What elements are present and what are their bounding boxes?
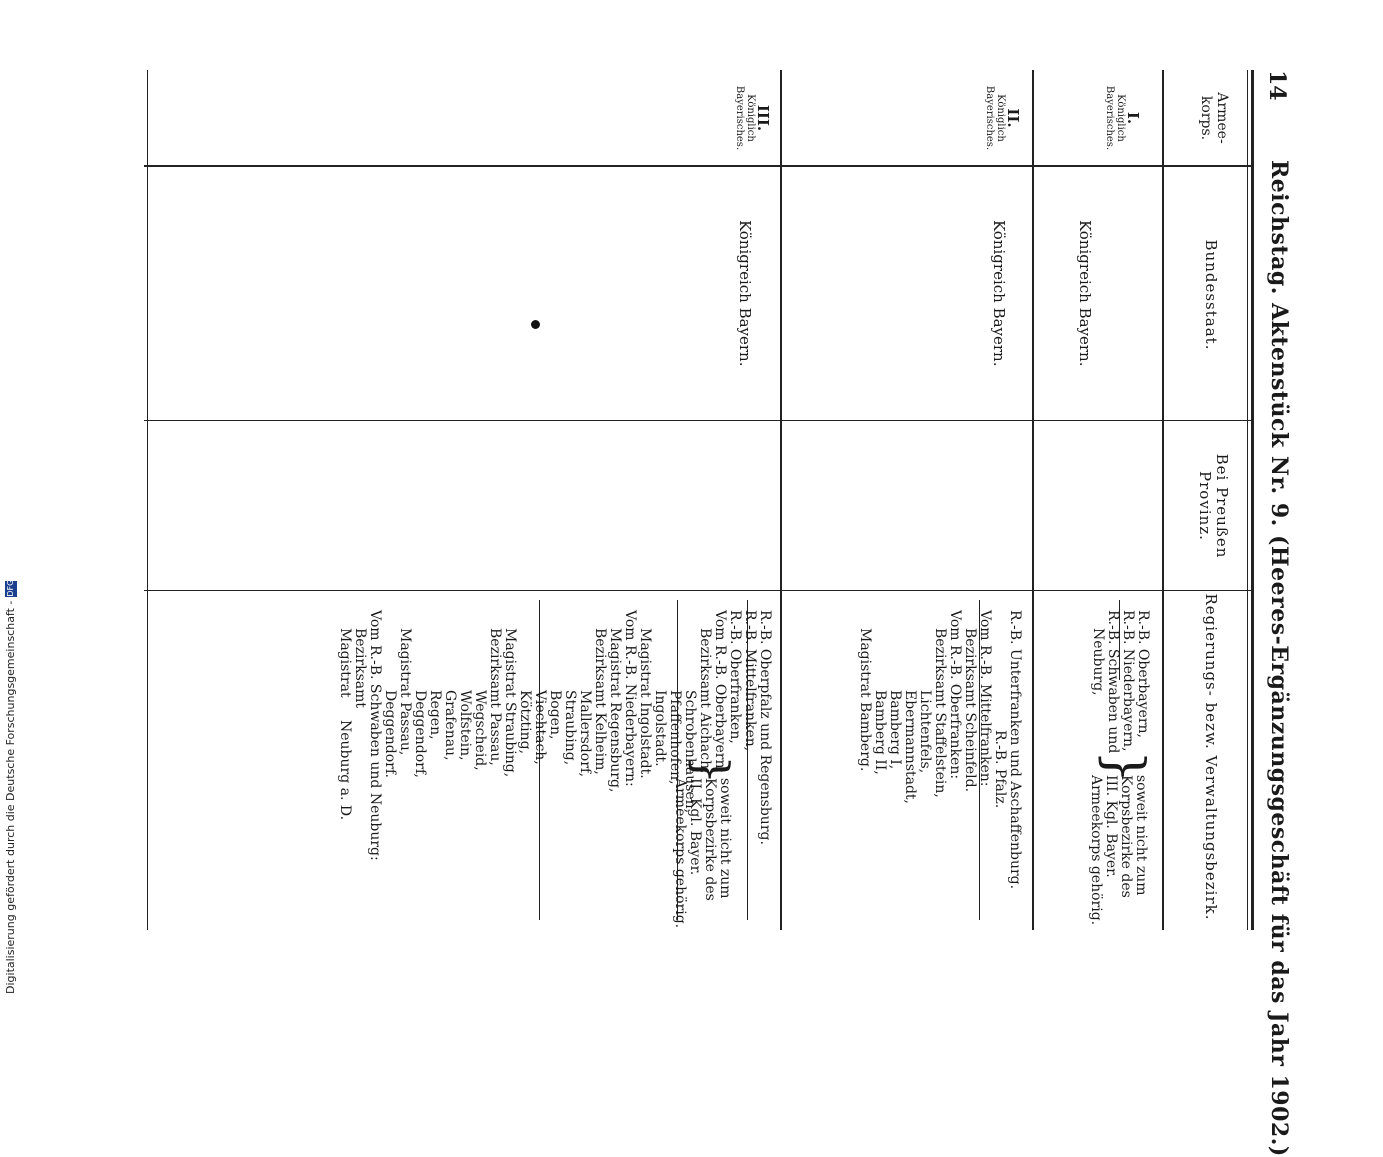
district-line: R.-B. Oberpfalz und Regensburg. — [757, 610, 773, 845]
district-line: Mallersdorf, — [577, 690, 593, 778]
district-line: R.-B. Oberfranken, — [727, 610, 743, 744]
district-line: R.-B. Oberbayern, — [1135, 610, 1151, 738]
district-line: Straubing, — [562, 690, 578, 766]
district-line: Bezirksamt Kelheim, — [592, 628, 608, 775]
corps-numeral: II. — [1004, 108, 1022, 128]
corps-numeral: I. — [1124, 111, 1142, 125]
district-line: Magistrat Straubing, — [502, 628, 518, 778]
header-bottom-rule — [1162, 70, 1164, 930]
district-line: Magistrat Ingolstadt. — [637, 628, 653, 779]
header-state: Bundesstaat. — [1202, 239, 1220, 351]
district-line: Bezirksamt Staffelstein, — [932, 628, 948, 798]
district-line: Neuburg a. D. — [337, 720, 353, 821]
district-line: Bamberg I, — [887, 690, 903, 770]
dfg-logo: DFG — [6, 579, 15, 597]
district-line: Vom R.-B. Oberbayern: — [712, 610, 728, 774]
district-line: Bamberg II, — [872, 690, 888, 775]
col-sep-3 — [144, 590, 1254, 591]
state-cell: Königreich Bayern. — [736, 220, 754, 367]
district-line: Magistrat — [337, 628, 353, 698]
state-cell: Königreich Bayern. — [1076, 220, 1094, 367]
header-district: Regierungs- bezw. Verwaltungsbezirk. — [1202, 593, 1220, 921]
header-province: Bei Preußen Provinz. — [1196, 453, 1231, 559]
district-line: Vom R.-B. Oberfranken: — [947, 610, 963, 780]
district-line: Schrobenhausen, — [682, 690, 698, 814]
col-sep-1 — [144, 165, 1254, 167]
district-line: Bezirksamt Passau, — [487, 628, 503, 766]
district-line: R.-B. Pfalz. — [992, 730, 1008, 809]
district-line: Wegscheid, — [472, 690, 488, 771]
corps-subtitle: Königlich Bayerisches. — [984, 85, 1006, 151]
district-line: Pfaffenhofen, — [667, 690, 683, 785]
corps-subtitle: Königlich Bayerisches. — [734, 85, 756, 151]
district-line: Bezirksamt Aichach, — [697, 628, 713, 774]
corps-numeral: III. — [754, 104, 772, 132]
district-line: Regen, — [427, 690, 443, 740]
district-line: Bezirksamt Scheinfeld. — [962, 628, 978, 793]
row-sep-1 — [1032, 70, 1034, 930]
district-line: R.-B. Schwaben und — [1105, 610, 1121, 754]
district-line: Bogen, — [547, 690, 563, 740]
district-line: R.-B. Mittelfranken, — [742, 610, 758, 752]
corps-cell — [984, 78, 1020, 158]
table-bottom-rule — [147, 70, 148, 930]
corps-subtitle: Königlich Bayerisches. — [1104, 85, 1126, 151]
district-line: Viechtach, — [532, 690, 548, 765]
district-line: Neuburg, — [1090, 628, 1106, 696]
district-line: R.-B. Unterfranken und Aschaffenburg. — [1007, 610, 1023, 890]
district-line: Ebermannstadt, — [902, 690, 918, 805]
row-sep-2 — [780, 70, 782, 930]
page-title: Reichstag. Aktenstück Nr. 9. (Heeres-Ergänzungsgeschäft für das Jahr 1902.) — [1266, 160, 1292, 1157]
district-line: Wolfstein, — [457, 690, 473, 761]
col-sep-2 — [144, 420, 1254, 421]
brace-icon: } — [1094, 750, 1154, 784]
table-top-rule — [1251, 70, 1254, 930]
district-line: Lichtenfels, — [917, 690, 933, 774]
brace-note: soweit nicht zum Korpsbezirke des II. Kgl. Bayer. Armeekorps gehörig. — [672, 778, 733, 929]
district-line: Grafenau, — [442, 690, 458, 761]
district-line: Deggendorf. — [382, 690, 398, 778]
header-corps: Armee- korps. — [1198, 92, 1230, 144]
district-line: Vom R.-B. Schwaben und Neuburg: — [367, 610, 383, 861]
page-number: 14 — [1264, 70, 1290, 101]
brace-icon: } — [685, 755, 739, 785]
corps-cell — [1104, 78, 1140, 158]
document-page — [140, 70, 1292, 1157]
district-list — [1090, 610, 1150, 753]
district-line: Vom R.-B. Mittelfranken: — [977, 610, 993, 787]
digitization-credit — [4, 4, 22, 994]
district-line: Ingolstadt. — [652, 690, 668, 767]
district-line: R.-B. Niederbayern, — [1120, 610, 1136, 752]
district-line: Magistrat Bamberg. — [857, 628, 873, 772]
district-line: Deggendorf, — [412, 690, 428, 778]
brace-note: soweit nicht zum Korpsbezirke des III. Kgl. Bayer. Armeekorps gehörig. — [1088, 775, 1149, 926]
district-list — [857, 610, 1022, 889]
ink-spot — [531, 320, 540, 329]
district-line: Magistrat Passau, — [397, 628, 413, 756]
credit-text: Digitalisierung gefördert durch die Deutsche Forschungsgemeinschaft - — [4, 600, 17, 994]
state-cell: Königreich Bayern. — [990, 220, 1008, 367]
district-line: Kötzting, — [517, 690, 533, 755]
district-line: Bezirksamt — [352, 628, 368, 709]
district-line: Vom R.-B. Niederbayern: — [622, 610, 638, 787]
table-top-rule-thin — [1247, 70, 1248, 930]
district-line: Magistrat Regensburg, — [607, 628, 623, 793]
corps-cell — [734, 78, 770, 158]
